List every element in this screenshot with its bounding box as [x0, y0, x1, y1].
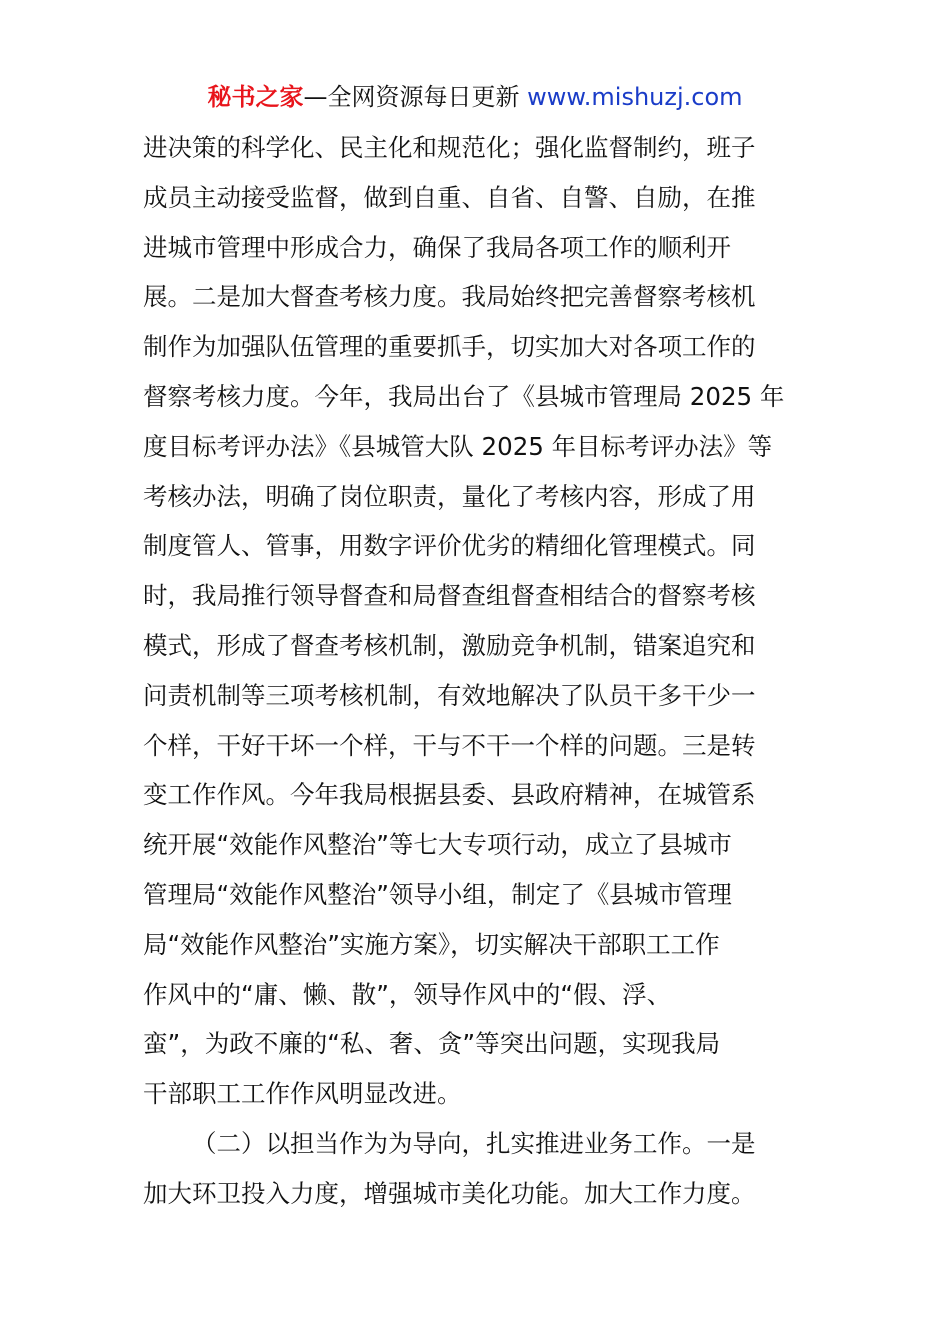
paragraph-line: 时，我局推行领导督查和局督查组督查相结合的督察考核 — [143, 581, 756, 611]
paragraph-line: 制作为加强队伍管理的重要抓手，切实加大对各项工作的 — [143, 332, 756, 362]
site-url: www.mishuzj.com — [527, 83, 743, 111]
site-tagline: —全网资源每日更新 — [303, 83, 528, 111]
paragraph-line: 考核办法，明确了岗位职责，量化了考核内容，形成了用 — [143, 481, 756, 511]
site-watermark-header — [0, 80, 950, 114]
paragraph-line: 蛮”，为政不廉的“私、奢、贪”等突出问题，实现我局 — [143, 1029, 721, 1059]
paragraph-line: 模式，形成了督查考核机制，激励竞争机制，错案追究和 — [143, 630, 756, 660]
paragraph-line: 干部职工工作作风明显改进。 — [143, 1079, 462, 1109]
paragraph-line: 度目标考评办法》《县城管大队 2025 年目标考评办法》等 — [143, 431, 773, 461]
paragraph-line: 成员主动接受监督，做到自重、自省、自警、自励，在推 — [143, 182, 756, 212]
paragraph-line: 进城市管理中形成合力，确保了我局各项工作的顺利开 — [143, 232, 731, 262]
paragraph-line: 展。二是加大督查考核力度。我局始终把完善督察考核机 — [143, 282, 756, 312]
site-brand-name: 秘书之家 — [207, 83, 304, 111]
paragraph-line: 局“效能作风整治”实施方案》，切实解决干部职工工作 — [143, 929, 720, 959]
document-body — [143, 123, 813, 1219]
paragraph-line: 管理局“效能作风整治”领导小组，制定了《县城市管理 — [143, 879, 732, 909]
section-heading-line: （二）以担当作为为导向，扎实推进业务工作。一是 — [192, 1128, 756, 1158]
paragraph-line: 督察考核力度。今年，我局出台了《县城市管理局 2025 年 — [143, 381, 785, 411]
paragraph-line: 变工作作风。今年我局根据县委、县政府精神，在城管系 — [143, 780, 756, 810]
paragraph-line: 加大环卫投入力度，增强城市美化功能。加大工作力度。 — [143, 1178, 756, 1208]
paragraph-line: 作风中的“庸、懒、散”，领导作风中的“假、浮、 — [143, 979, 672, 1009]
paragraph-line: 进决策的科学化、民主化和规范化；强化监督制约，班子 — [143, 133, 756, 162]
paragraph-line: 个样，干好干坏一个样，干与不干一个样的问题。三是转 — [143, 730, 756, 760]
paragraph-line: 制度管人、管事，用数字评价优劣的精细化管理模式。同 — [143, 531, 756, 561]
paragraph-line: 问责机制等三项考核机制，有效地解决了队员干多干少一 — [143, 680, 756, 710]
paragraph-line: 统开展“效能作风整治”等七大专项行动，成立了县城市 — [143, 830, 732, 860]
